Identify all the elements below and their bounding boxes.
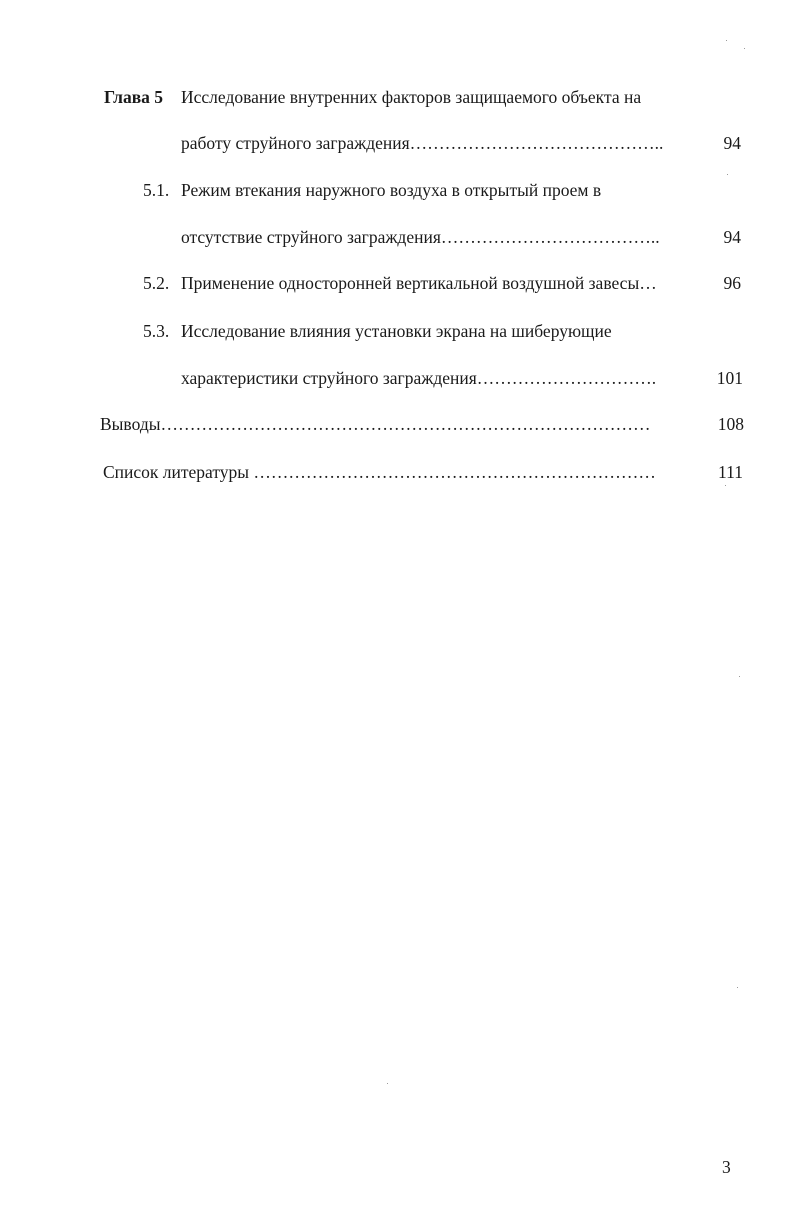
chapter-5-title-line1: Исследование внутренних факторов защищаемого объекта на xyxy=(181,87,642,107)
section-5-3-page: 101 xyxy=(716,368,743,388)
conclusions-page: 108 xyxy=(717,414,744,434)
section-5-2-page: 96 xyxy=(723,273,741,293)
chapter-5-label: Глава 5 xyxy=(104,87,164,107)
section-5-2-number: 5.2. xyxy=(143,273,170,293)
scan-speck xyxy=(737,987,738,988)
section-5-1-title-line2: отсутствие струйного заграждения……………………………….. xyxy=(181,227,660,247)
section-5-2-title: Применение односторонней вертикальной воздушной завесы… xyxy=(181,273,657,293)
section-5-3-title-line1: Исследование влияния установки экрана на шиберующие xyxy=(181,321,612,341)
scan-speck xyxy=(744,48,745,49)
references-page: 111 xyxy=(718,462,743,482)
chapter-5-page: 94 xyxy=(723,133,741,153)
references-title: Список литературы …………………………………………………………… xyxy=(103,462,656,482)
section-5-1-number: 5.1. xyxy=(143,180,170,200)
scan-speck xyxy=(726,40,727,41)
scan-speck xyxy=(739,676,740,677)
scan-speck xyxy=(725,485,726,486)
conclusions-title: Выводы………………………………………………………………………… xyxy=(100,414,651,434)
page-number: 3 xyxy=(722,1157,731,1177)
chapter-5-title-line2: работу струйного заграждения…………………………………….. xyxy=(181,133,664,153)
section-5-1-title-line1: Режим втекания наружного воздуха в открытый проем в xyxy=(181,180,602,200)
scan-speck xyxy=(387,1083,388,1084)
section-5-3-number: 5.3. xyxy=(143,321,170,341)
scan-speck xyxy=(727,174,728,175)
section-5-3-title-line2: характеристики струйного заграждения…………………………. xyxy=(181,368,657,388)
section-5-1-page: 94 xyxy=(723,227,741,247)
